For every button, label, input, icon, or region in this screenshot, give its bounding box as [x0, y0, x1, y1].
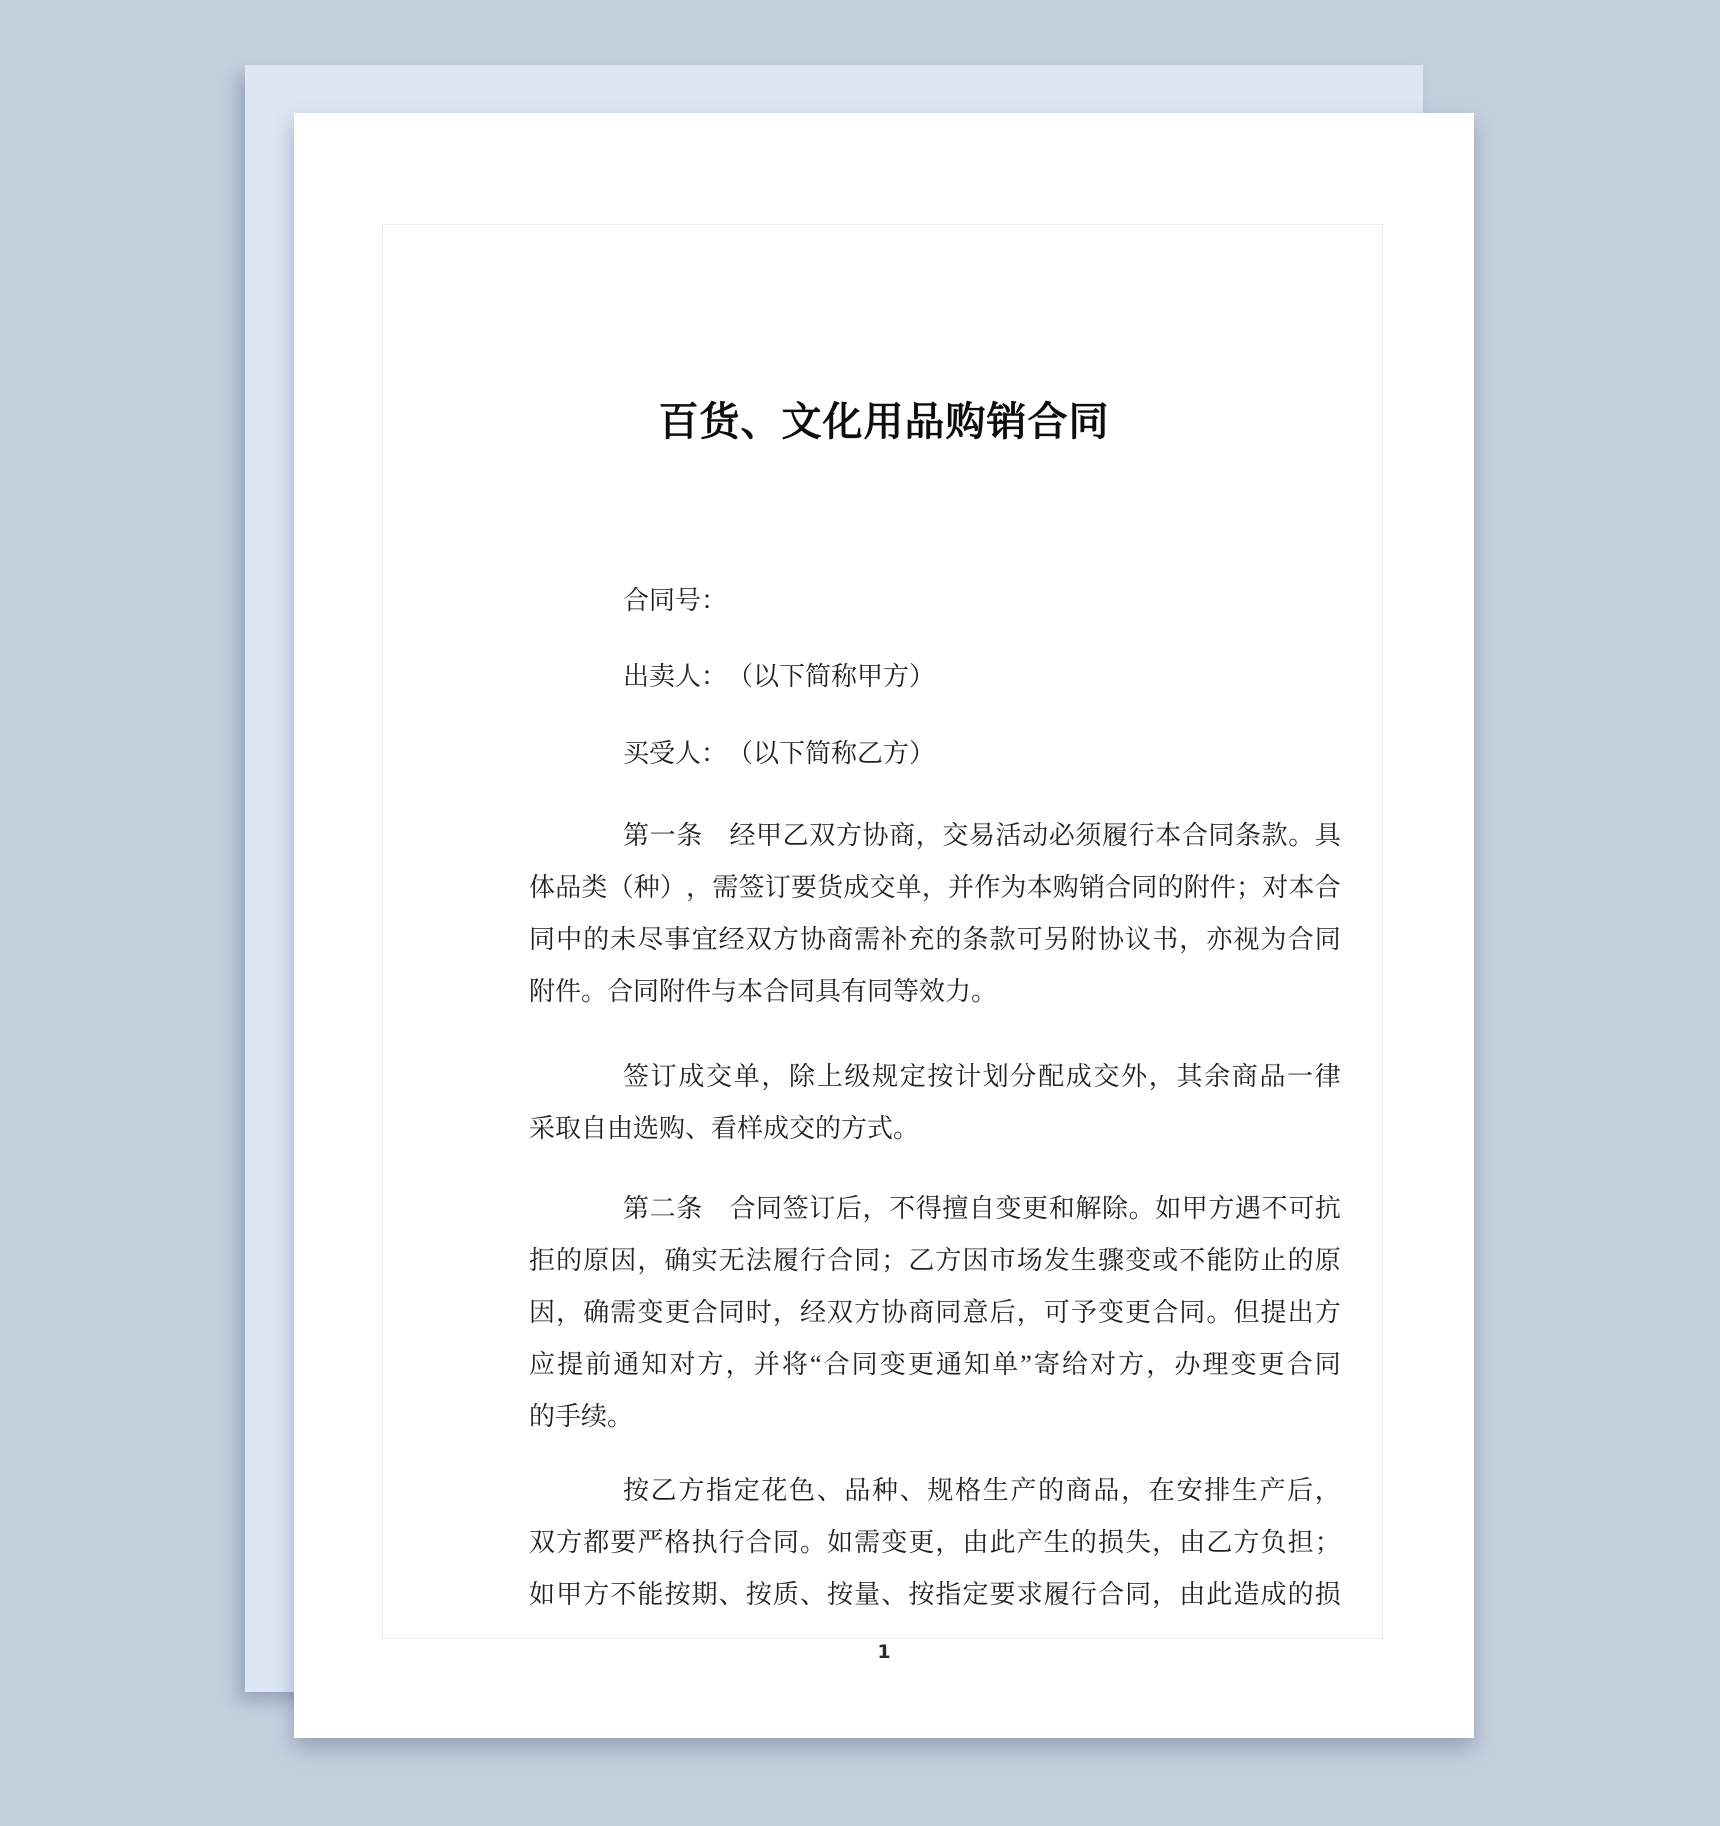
- text-line: 如 甲 方 不 能 按 期 、 按 质 、 按 量 、 按 指 定 要 求 履 行 合 同 ， 由 此 造 成 的 损: [529, 1580, 1341, 1609]
- text-line: 采取自由选购、看样成交的方式。: [529, 1114, 920, 1143]
- article-1-supplement-paragraph: [529, 1051, 1341, 1155]
- seller-line: [529, 651, 1341, 703]
- contract-number-line: [529, 575, 1341, 627]
- text-line: 买受人： （以下简称乙方）: [623, 739, 936, 768]
- buyer-line: [529, 728, 1341, 780]
- page-number: 1: [877, 1641, 891, 1663]
- text-line: 第 一 条 经 甲 乙 双 方 协 商 ， 交 易 活 动 必 须 履 行 本 合 同 条 款 。 具: [623, 821, 1341, 850]
- article-2-supplement-paragraph: [529, 1465, 1341, 1621]
- contract-page: [294, 113, 1474, 1738]
- article-2-paragraph: [529, 1183, 1341, 1443]
- text-line: 因 ， 确 需 变 更 合 同 时 ， 经 双 方 协 商 同 意 后 ， 可 予 变 更 合 同 。 但 提 出 方: [529, 1298, 1341, 1327]
- text-line: 应 提 前 通 知 对 方 ， 并 将 “ 合 同 变 更 通 知 单 ” 寄 给 对 方 ， 办 理 变 更 合 同: [529, 1350, 1341, 1379]
- text-line: 同 中 的 未 尽 事 宜 经 双 方 协 商 需 补 充 的 条 款 可 另 附 协 议 书 ， 亦 视 为 合 同: [529, 925, 1341, 954]
- text-line: 出卖人： （以下简称甲方）: [623, 662, 936, 691]
- text-line: 附件。合同附件与本合同具有同等效力。: [529, 977, 998, 1006]
- text-line: 的手续。: [529, 1402, 634, 1431]
- text-line: 第 二 条 合 同 签 订 后 ， 不 得 擅 自 变 更 和 解 除 。 如 甲 方 遇 不 可 抗: [623, 1194, 1341, 1223]
- text-line: 双 方 都 要 严 格 执 行 合 同 。 如 需 变 更 ， 由 此 产 生 的 损 失 ， 由 乙 方 负 担 ；: [529, 1528, 1341, 1557]
- text-line: 签 订 成 交 单 ， 除 上 级 规 定 按 计 划 分 配 成 交 外 ， 其 余 商 品 一 律: [623, 1062, 1341, 1091]
- article-1-paragraph: [529, 810, 1341, 1018]
- text-line: 按 乙 方 指 定 花 色 、 品 种 、 规 格 生 产 的 商 品 ， 在 安 排 生 产 后 ，: [623, 1476, 1341, 1505]
- text-line: 合同号：: [623, 586, 728, 615]
- document-title: 百货、文化用品购销合同: [658, 399, 1110, 444]
- text-line: 体 品 类 （ 种 ） ， 需 签 订 要 货 成 交 单 ， 并 作 为 本 购 销 合 同 的 附 件 ； 对 本 合: [529, 873, 1341, 902]
- text-line: 拒 的 原 因 ， 确 实 无 法 履 行 合 同 ； 乙 方 因 市 场 发 生 骤 变 或 不 能 防 止 的 原: [529, 1246, 1341, 1275]
